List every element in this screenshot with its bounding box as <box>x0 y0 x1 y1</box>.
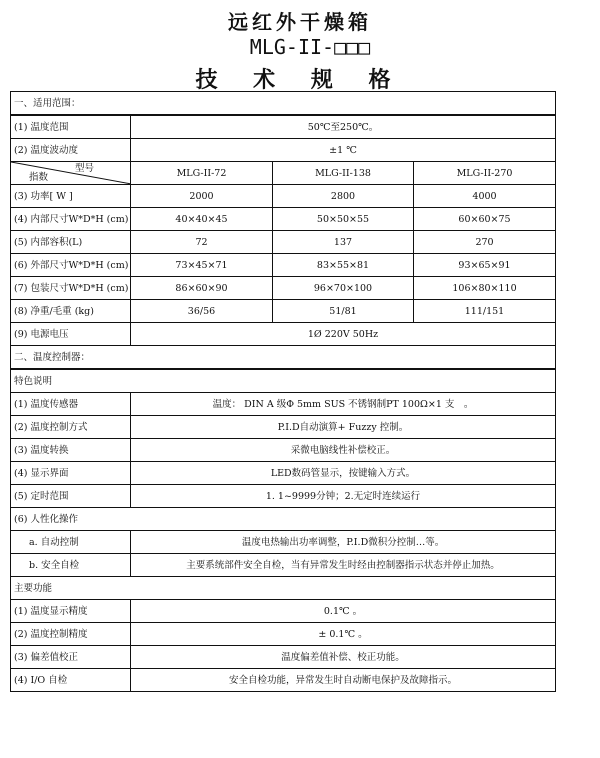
row-value: 温度偏差值补偿、校正功能。 <box>131 646 556 669</box>
model-column-header: MLG-II-138 <box>273 162 414 185</box>
row-label: (6) 外部尺寸W*D*H (cm) <box>11 254 131 277</box>
table-row <box>11 115 556 139</box>
row-value: 50℃至250℃。 <box>131 115 556 139</box>
table-row <box>11 554 556 577</box>
row-value: P.I.D自动演算+ Fuzzy 控制。 <box>131 416 556 439</box>
table-row <box>11 531 556 554</box>
row-value: 4000 <box>414 185 556 208</box>
row-label: (4) 内部尺寸W*D*H (cm) <box>11 208 131 231</box>
row-label: b. 安全自检 <box>11 554 131 577</box>
table-row <box>11 416 556 439</box>
row-label: (5) 内部容积(L) <box>11 231 131 254</box>
row-value: 40×40×45 <box>131 208 273 231</box>
row-value: 96×70×100 <box>273 277 414 300</box>
table-row <box>11 323 556 346</box>
table-row <box>11 669 556 692</box>
row-value: 1Ø 220V 50Hz <box>131 323 556 346</box>
table-row <box>11 300 556 323</box>
row-label: (4) 显示界面 <box>11 462 131 485</box>
row-value: 2000 <box>131 185 273 208</box>
spec-heading: 技 术 规 格 <box>195 67 405 93</box>
row-value: 采微电脑线性补偿校正。 <box>131 439 556 462</box>
diagonal-corner-cell <box>11 162 131 185</box>
table-row <box>11 393 556 416</box>
row-value: 0.1℃ 。 <box>131 600 556 623</box>
table-row <box>11 185 556 208</box>
row-value: 温度电热输出功率调整，P.I.D微积分控制…等。 <box>131 531 556 554</box>
row-value: ± 0.1℃ 。 <box>131 623 556 646</box>
section-title: 一、适用范围： <box>11 92 556 116</box>
row-value: 60×60×75 <box>414 208 556 231</box>
corner-bottom-label: 指数 <box>29 172 49 183</box>
spec-table <box>10 91 556 692</box>
row-value: 137 <box>273 231 414 254</box>
row-value: 86×60×90 <box>131 277 273 300</box>
row-value: 2800 <box>273 185 414 208</box>
row-label: (5) 定时范围 <box>11 485 131 508</box>
row-value: 温度： DIN A 级Φ 5mm SUS 不锈钢制PT 100Ω×1 支 。 <box>131 393 556 416</box>
row-value: 51/81 <box>273 300 414 323</box>
row-value: ±1 ℃ <box>131 139 556 162</box>
row-value: LED数码管显示，按键输入方式。 <box>131 462 556 485</box>
subsection-row <box>11 369 556 393</box>
row-label: (2) 温度波动度 <box>11 139 131 162</box>
model-number: MLG-II-□□□ <box>249 35 371 59</box>
table-row <box>11 231 556 254</box>
table-row <box>11 646 556 669</box>
subsection-title: 主要功能 <box>11 577 556 600</box>
row-label: (3) 温度转换 <box>11 439 131 462</box>
section-row-controller <box>11 346 556 370</box>
section-title: 二、温度控制器： <box>11 346 556 370</box>
row-value: 93×65×91 <box>414 254 556 277</box>
table-row <box>11 600 556 623</box>
row-value: 83×55×81 <box>273 254 414 277</box>
subsection-row <box>11 508 556 531</box>
model-column-header: MLG-II-72 <box>131 162 273 185</box>
row-value: 72 <box>131 231 273 254</box>
row-label: (7) 包装尺寸W*D*H (cm) <box>11 277 131 300</box>
row-label: (1) 温度范围 <box>11 115 131 139</box>
row-value: 主要系统部件安全自检，当有异常发生时经由控制器指示状态并停止加热。 <box>131 554 556 577</box>
section-row-scope <box>11 92 556 116</box>
table-row <box>11 462 556 485</box>
row-label: a. 自动控制 <box>11 531 131 554</box>
subsection-title: 特色说明 <box>11 369 556 393</box>
table-row <box>11 277 556 300</box>
table-row <box>11 439 556 462</box>
row-label: (2) 温度控制方式 <box>11 416 131 439</box>
row-label: (9) 电源电压 <box>11 323 131 346</box>
row-value: 50×50×55 <box>273 208 414 231</box>
corner-top-label: 型号 <box>74 163 94 174</box>
row-label: (8) 净重/毛重 (kg) <box>11 300 131 323</box>
row-value: 111/151 <box>414 300 556 323</box>
row-label: (2) 温度控制精度 <box>11 623 131 646</box>
table-row <box>11 485 556 508</box>
table-row <box>11 208 556 231</box>
table-row <box>11 623 556 646</box>
row-label: (4) I/O 自检 <box>11 669 131 692</box>
subsection-row <box>11 577 556 600</box>
row-value: 106×80×110 <box>414 277 556 300</box>
row-label: (1) 温度传感器 <box>11 393 131 416</box>
table-row <box>11 254 556 277</box>
row-label: (3) 偏差值校正 <box>11 646 131 669</box>
document-title: 远红外干燥箱 <box>228 10 372 34</box>
row-value: 安全自检功能，异常发生时自动断电保护及故障指示。 <box>131 669 556 692</box>
row-value: 36/56 <box>131 300 273 323</box>
model-column-header: MLG-II-270 <box>414 162 556 185</box>
row-label: (3) 功率[ W ] <box>11 185 131 208</box>
row-value: 1. 1~9999分钟；2.无定时连续运行 <box>131 485 556 508</box>
table-row <box>11 139 556 162</box>
row-label: (1) 温度显示精度 <box>11 600 131 623</box>
model-header-row <box>11 162 556 185</box>
subsection-title: (6) 人性化操作 <box>11 508 556 531</box>
row-value: 270 <box>414 231 556 254</box>
row-value: 73×45×71 <box>131 254 273 277</box>
